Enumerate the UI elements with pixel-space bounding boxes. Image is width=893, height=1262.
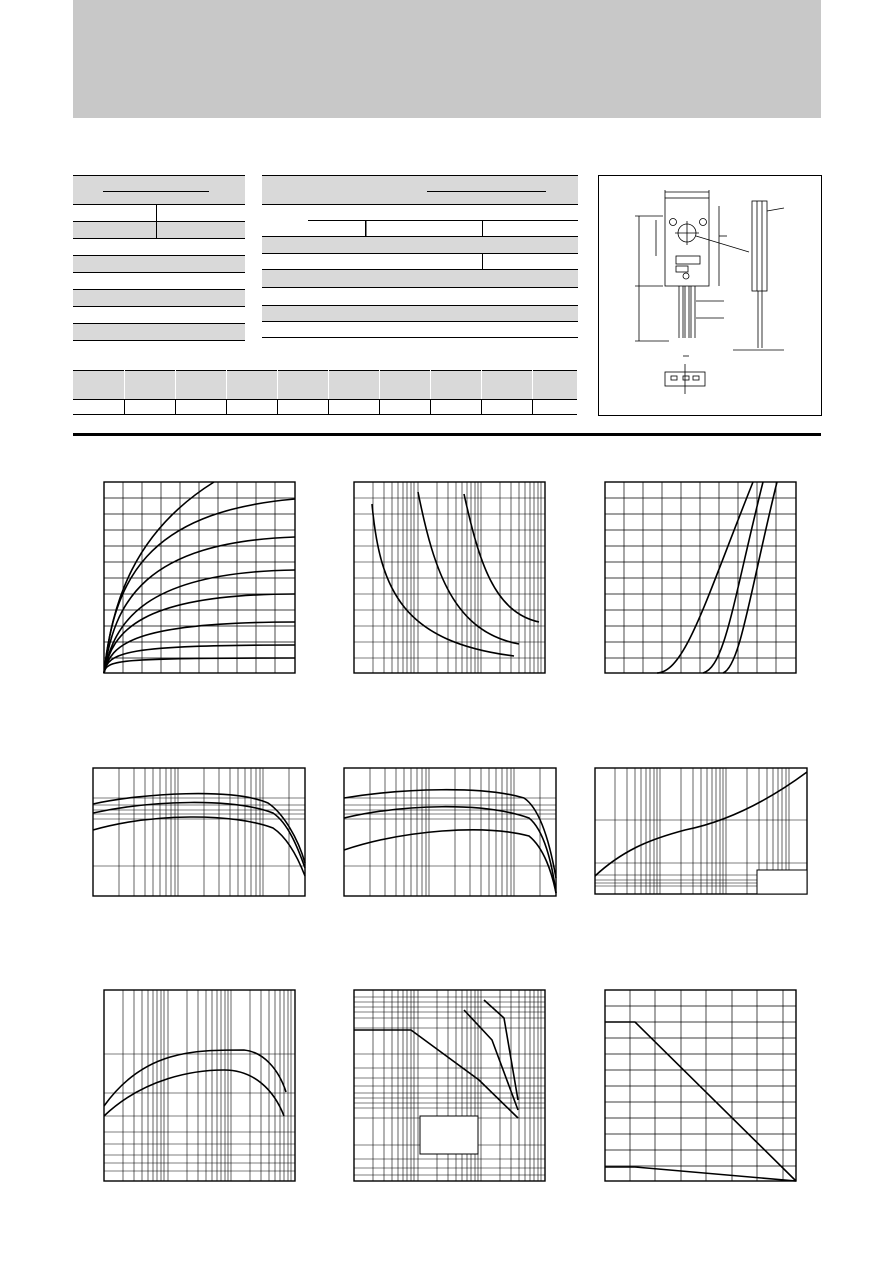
chart-pc-ta bbox=[605, 990, 796, 1181]
chart-thermal bbox=[595, 768, 807, 894]
chart-vcesat-ib bbox=[354, 482, 545, 673]
chart-hfe-ic-b bbox=[344, 768, 556, 896]
chart-hfe-ic-a bbox=[93, 768, 305, 896]
chart-safe-operating-area bbox=[354, 990, 545, 1181]
package-drawing bbox=[599, 176, 821, 415]
chart-ft-ie bbox=[104, 990, 295, 1181]
header-band bbox=[73, 0, 821, 118]
chart-ic-vbe bbox=[605, 482, 796, 673]
package-outline bbox=[598, 175, 822, 416]
chart-ic-vce bbox=[104, 482, 295, 673]
ic-vce-curves bbox=[104, 482, 295, 673]
switching-table bbox=[73, 370, 577, 415]
electrical-characteristics-table bbox=[262, 175, 578, 338]
section-divider bbox=[73, 433, 821, 436]
absolute-ratings-table bbox=[73, 175, 245, 341]
